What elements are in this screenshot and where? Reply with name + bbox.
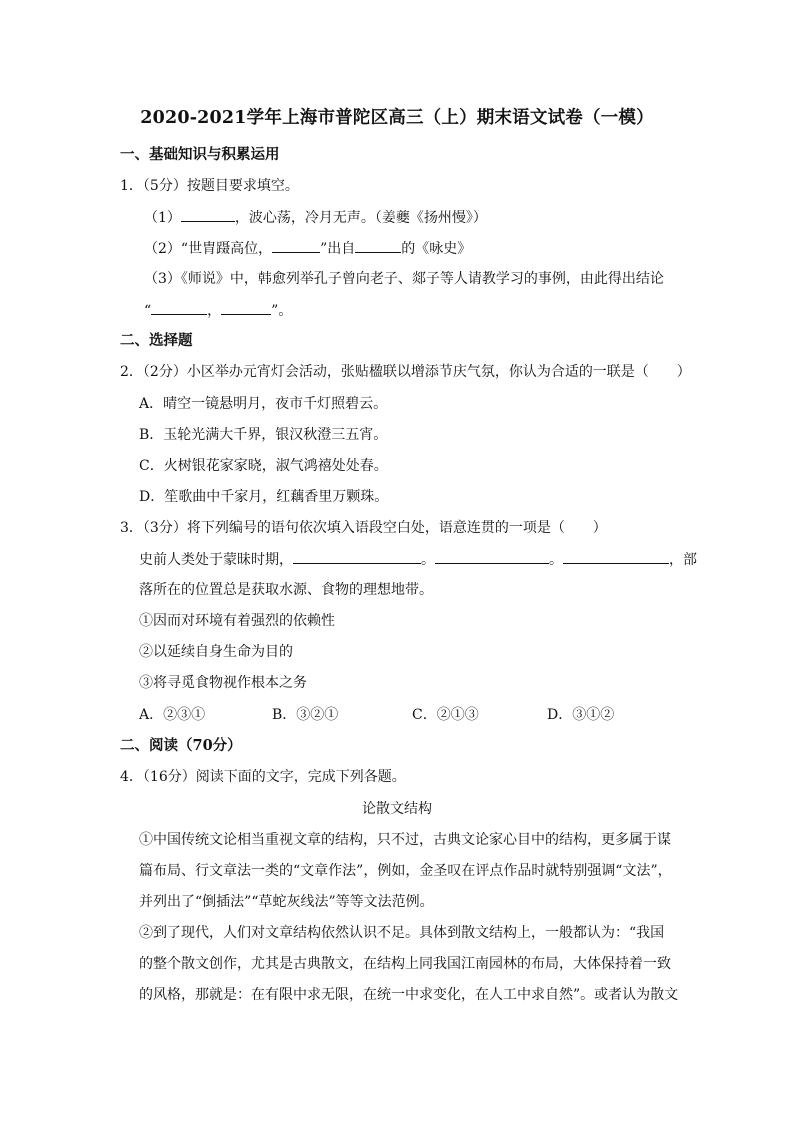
question-3-item-3: ③将寻觅食物视作根本之务 <box>139 675 307 691</box>
answer-blank[interactable] <box>272 238 320 253</box>
question-3-stem: 3．（3分）将下列编号的语句依次填入语段空白处，语意连贯的一项是（ ） <box>120 520 607 536</box>
question-3-passage-line1 <box>139 549 697 570</box>
question-1-stem: 1．（5分）按题目要求填空。 <box>120 178 299 194</box>
question-2-option-d[interactable]: D．笙歌曲中千家月，红藕香里万颗珠。 <box>139 489 389 505</box>
question-2-option-c[interactable]: C．火树银花家家晓，淑气鸿禧处处春。 <box>139 458 388 474</box>
question-3-option-a[interactable]: A．②③① <box>139 707 206 723</box>
article-paragraph-1-line2: 篇布局、行文章法一类的“文章作法”，例如，金圣叹在评点作品时就特别强调“文法”， <box>139 863 672 879</box>
passage-text-b: 。 <box>421 552 435 568</box>
answer-blank[interactable] <box>181 207 235 222</box>
section-heading-reading: 二、阅读（70分） <box>120 737 242 754</box>
passage-text-c: 。 <box>549 552 563 568</box>
article-paragraph-2-line1: ②到了现代，人们对文章结构依然认识不足。具体到散文结构上，一般都认为：“我国 <box>139 925 665 941</box>
answer-blank[interactable] <box>293 549 421 564</box>
passage-text-a: 史前人类处于蒙昧时期， <box>139 552 293 568</box>
question-2-option-a[interactable]: A．晴空一镜悬明月，夜市千灯照碧云。 <box>139 396 388 412</box>
sub3-text-a: “ <box>144 303 152 319</box>
question-3-option-c[interactable]: C．②①③ <box>412 707 479 723</box>
question-3-passage-line2: 落所在的位置总是获取水源、食物的理想地带。 <box>139 582 433 598</box>
answer-blank[interactable] <box>355 238 401 253</box>
question-3-option-d[interactable]: D．③①② <box>547 707 615 723</box>
answer-blank[interactable] <box>151 300 207 315</box>
question-1-sub1 <box>144 207 487 228</box>
sub1-text: ，波心荡，冷月无声。（姜夔《扬州慢》） <box>234 210 487 226</box>
answer-blank[interactable] <box>221 300 271 315</box>
sub2-text-a: （2）“世胄蹑高位， <box>144 241 273 257</box>
section-heading-choice: 二、选择题 <box>120 332 193 349</box>
sub2-text-c: 的《咏史》 <box>401 241 472 257</box>
article-paragraph-2-line2: 的整个散文创作，尤其是古典散文，在结构上同我国江南园林的布局，大体保持着一致 <box>139 956 671 972</box>
question-2-stem: 2．（2分）小区举办元宵灯会活动，张贴楹联以增添节庆气氛，你认为合适的一联是（ ） <box>120 364 691 380</box>
sub3-text-b: ， <box>207 303 222 319</box>
article-paragraph-2-line3: 的风格，那就是：在有限中求无限，在统一中求变化，在人工中求自然”。或者认为散文 <box>139 987 679 1003</box>
question-1-sub2 <box>144 238 471 259</box>
question-3-item-2: ②以延续自身生命为目的 <box>139 644 293 660</box>
article-paragraph-1-line3: 并列出了“倒插法”“草蛇灰线法”等等文法范例。 <box>139 894 434 910</box>
answer-blank[interactable] <box>435 549 549 564</box>
section-heading-basics: 一、基础知识与积累运用 <box>120 146 280 163</box>
article-title: 论散文结构 <box>362 801 432 817</box>
question-3-item-1: ①因而对环境有着强烈的依赖性 <box>139 613 335 629</box>
question-4-stem: 4．（16分）阅读下面的文字，完成下列各题。 <box>120 769 406 785</box>
passage-text-d: ，部 <box>669 552 697 568</box>
sub3-text-c: ”。 <box>271 303 293 319</box>
question-3-option-b[interactable]: B．③②① <box>272 707 339 723</box>
exam-title: 2020-2021学年上海市普陀区高三（上）期末语文试卷（一模） <box>140 108 654 128</box>
answer-blank[interactable] <box>563 549 669 564</box>
question-1-sub3-line2 <box>144 300 292 321</box>
article-paragraph-1-line1: ①中国传统文论相当重视文章的结构，只不过，古典文论家心目中的结构，更多属于谋 <box>139 832 671 848</box>
question-2-option-b[interactable]: B．玉轮光满大千界，银汉秋澄三五宵。 <box>139 427 388 443</box>
sub1-prefix: （1） <box>144 210 181 226</box>
question-1-sub3-line1: （3）《师说》中，韩愈列举孔子曾向老子、郯子等人请教学习的事例，由此得出结论 <box>144 271 664 287</box>
sub2-text-b: ”出自 <box>320 241 356 257</box>
